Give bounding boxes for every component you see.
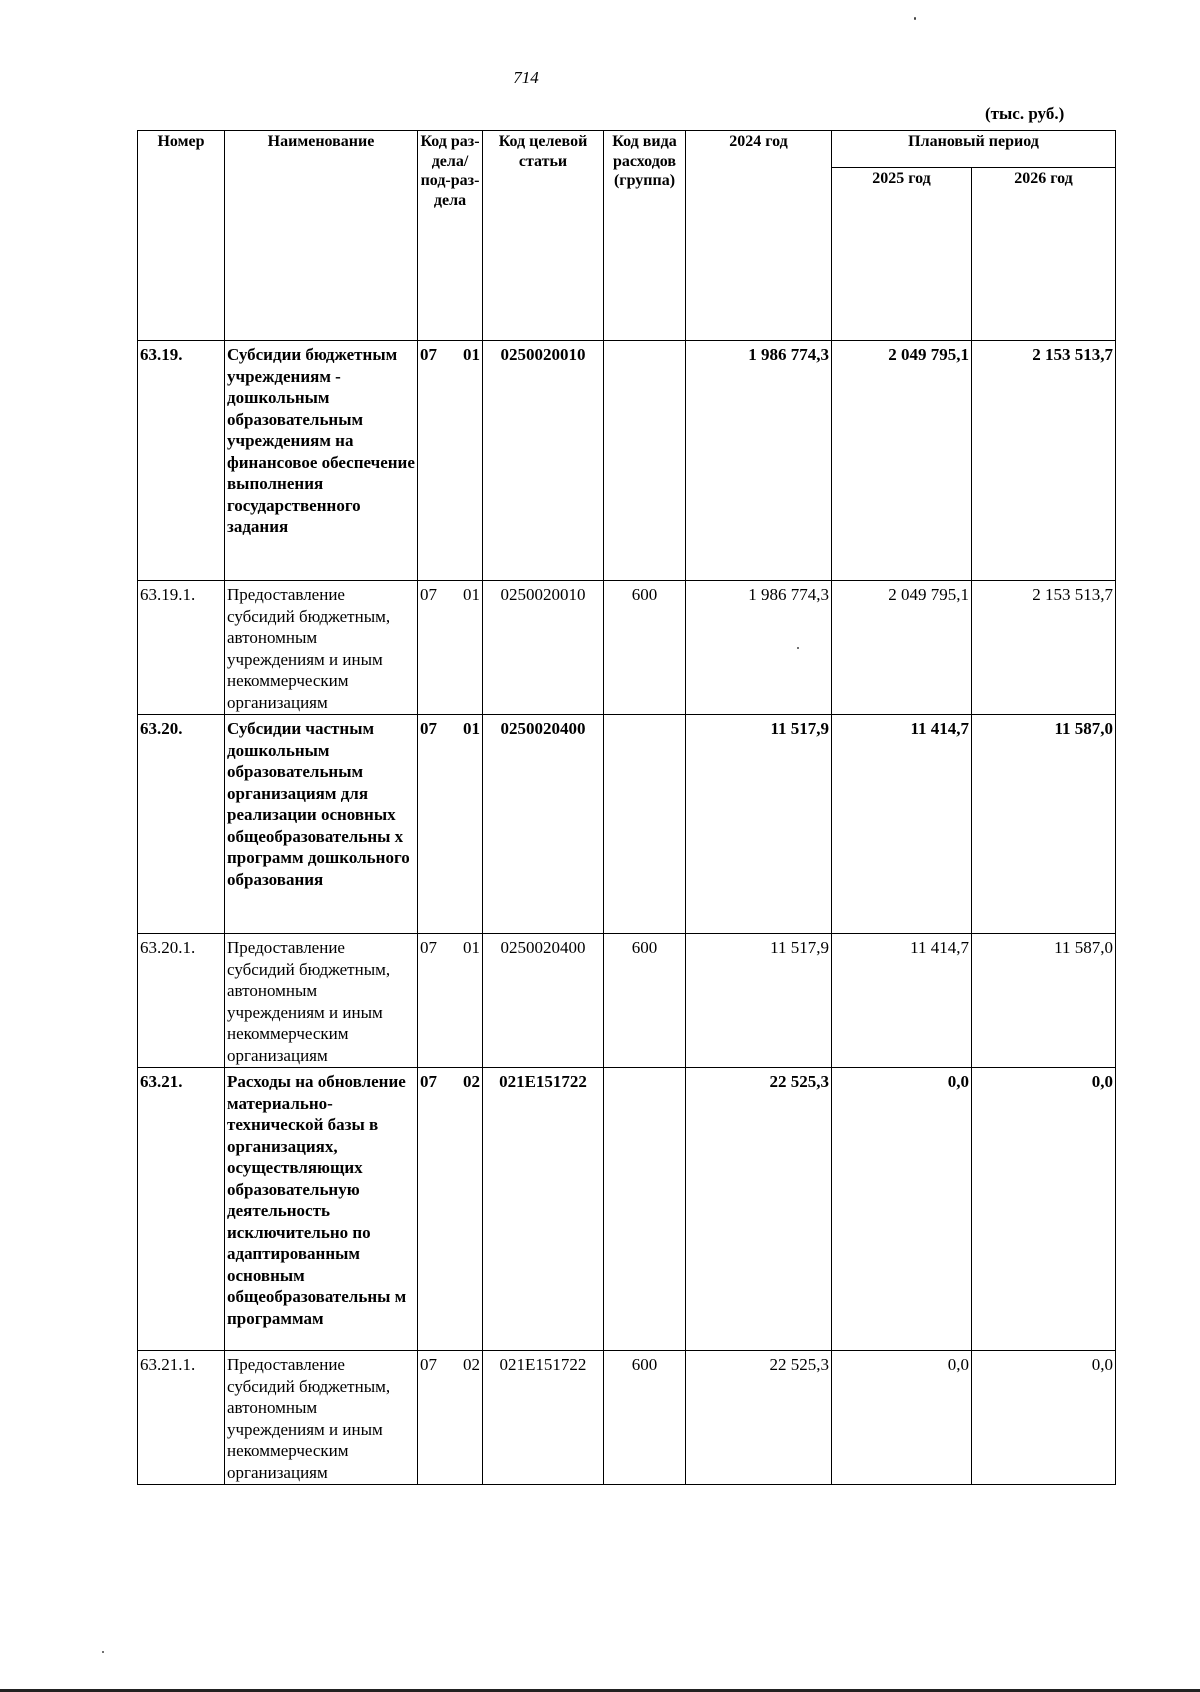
cell-2026: 2 153 513,7 bbox=[972, 341, 1116, 581]
cell-razdel bbox=[418, 1351, 483, 1485]
units-label: (тыс. руб.) bbox=[985, 104, 1065, 123]
table-row bbox=[138, 581, 1116, 715]
cell-nomer: 63.21.1. bbox=[138, 1351, 225, 1485]
cell-nomer: 63.19.1. bbox=[138, 581, 225, 715]
cell-2025: 2 049 795,1 bbox=[832, 341, 972, 581]
cell-celevaya: 0250020010 bbox=[483, 581, 604, 715]
razdel-code: 07 bbox=[420, 719, 437, 738]
header-2026: 2026 год bbox=[972, 168, 1116, 341]
cell-2024: 1 986 774,3 bbox=[686, 581, 832, 715]
cell-name: Субсидии частным дошкольным образовательным организациям для реализации основных общеобразовательны х программ дошкольного образования bbox=[225, 715, 418, 934]
cell-name: Предоставление субсидий бюджетным, автономным учреждениям и иным некоммерческим организациям bbox=[225, 934, 418, 1068]
cell-name: Расходы на обновление материально-технической базы в организациях, осуществляющих образовательную деятельность исключительно по адаптированным основным общеобразовательны м программам bbox=[225, 1068, 418, 1351]
podrazdel-code: 01 bbox=[463, 938, 480, 957]
cell-2025: 11 414,7 bbox=[832, 934, 972, 1068]
table-row bbox=[138, 1351, 1116, 1485]
cell-2026: 11 587,0 bbox=[972, 715, 1116, 934]
cell-razdel bbox=[418, 934, 483, 1068]
cell-razdel bbox=[418, 341, 483, 581]
page-number: 714 bbox=[513, 68, 539, 87]
cell-vid bbox=[604, 1068, 686, 1351]
scan-speck bbox=[102, 1651, 104, 1653]
cell-2025: 2 049 795,1 bbox=[832, 581, 972, 715]
cell-2024: 11 517,9 bbox=[686, 934, 832, 1068]
cell-2025: 11 414,7 bbox=[832, 715, 972, 934]
header-2025: 2025 год bbox=[832, 168, 972, 341]
cell-2024: 11 517,9 bbox=[686, 715, 832, 934]
cell-2024: 22 525,3 bbox=[686, 1068, 832, 1351]
razdel-code: 07 bbox=[420, 938, 437, 957]
table-header-row bbox=[138, 131, 1116, 168]
cell-2025: 0,0 bbox=[832, 1351, 972, 1485]
header-kod-vida-rashodov: Код вида расходов (группа) bbox=[604, 131, 686, 341]
header-planovyi-period: Плановый период bbox=[832, 131, 1116, 168]
header-naimenovanie: Наименование bbox=[225, 131, 418, 341]
table-row bbox=[138, 341, 1116, 581]
cell-2026: 2 153 513,7 bbox=[972, 581, 1116, 715]
cell-2026: 0,0 bbox=[972, 1351, 1116, 1485]
cell-2026: 0,0 bbox=[972, 1068, 1116, 1351]
cell-vid bbox=[604, 715, 686, 934]
razdel-code: 07 bbox=[420, 1072, 437, 1091]
podrazdel-code: 02 bbox=[463, 1072, 480, 1091]
cell-2025: 0,0 bbox=[832, 1068, 972, 1351]
cell-celevaya: 021Е151722 bbox=[483, 1351, 604, 1485]
razdel-code: 07 bbox=[420, 1355, 437, 1374]
table-row bbox=[138, 934, 1116, 1068]
podrazdel-code: 02 bbox=[463, 1355, 480, 1374]
podrazdel-code: 01 bbox=[463, 719, 480, 738]
cell-celevaya: 0250020400 bbox=[483, 934, 604, 1068]
cell-vid: 600 bbox=[604, 581, 686, 715]
header-nomer: Номер bbox=[138, 131, 225, 341]
cell-2024: 1 986 774,3 bbox=[686, 341, 832, 581]
razdel-code: 07 bbox=[420, 345, 437, 364]
header-kod-celevoi-stati: Код целевой статьи bbox=[483, 131, 604, 341]
cell-vid: 600 bbox=[604, 1351, 686, 1485]
cell-vid bbox=[604, 341, 686, 581]
header-kod-razdela: Код раз-дела/ под-раз-дела bbox=[418, 131, 483, 341]
table-row bbox=[138, 715, 1116, 934]
cell-nomer: 63.20.1. bbox=[138, 934, 225, 1068]
cell-celevaya: 021Е151722 bbox=[483, 1068, 604, 1351]
cell-nomer: 63.20. bbox=[138, 715, 225, 934]
header-2024: 2024 год bbox=[686, 131, 832, 341]
cell-razdel bbox=[418, 581, 483, 715]
cell-2026: 11 587,0 bbox=[972, 934, 1116, 1068]
cell-nomer: 63.19. bbox=[138, 341, 225, 581]
cell-celevaya: 0250020400 bbox=[483, 715, 604, 934]
cell-2024: 22 525,3 bbox=[686, 1351, 832, 1485]
cell-name: Предоставление субсидий бюджетным, автономным учреждениям и иным некоммерческим организациям bbox=[225, 581, 418, 715]
podrazdel-code: 01 bbox=[463, 585, 480, 604]
cell-vid: 600 bbox=[604, 934, 686, 1068]
cell-nomer: 63.21. bbox=[138, 1068, 225, 1351]
cell-razdel bbox=[418, 715, 483, 934]
cell-name: Субсидии бюджетным учреждениям - дошкольным образовательным учреждениям на финансовое обеспечение выполнения государственного задания bbox=[225, 341, 418, 581]
scan-speck bbox=[914, 17, 916, 20]
razdel-code: 07 bbox=[420, 585, 437, 604]
cell-razdel bbox=[418, 1068, 483, 1351]
table-row bbox=[138, 1068, 1116, 1351]
budget-table bbox=[137, 130, 1116, 1485]
cell-celevaya: 0250020010 bbox=[483, 341, 604, 581]
cell-name: Предоставление субсидий бюджетным, автономным учреждениям и иным некоммерческим организациям bbox=[225, 1351, 418, 1485]
podrazdel-code: 01 bbox=[463, 345, 480, 364]
